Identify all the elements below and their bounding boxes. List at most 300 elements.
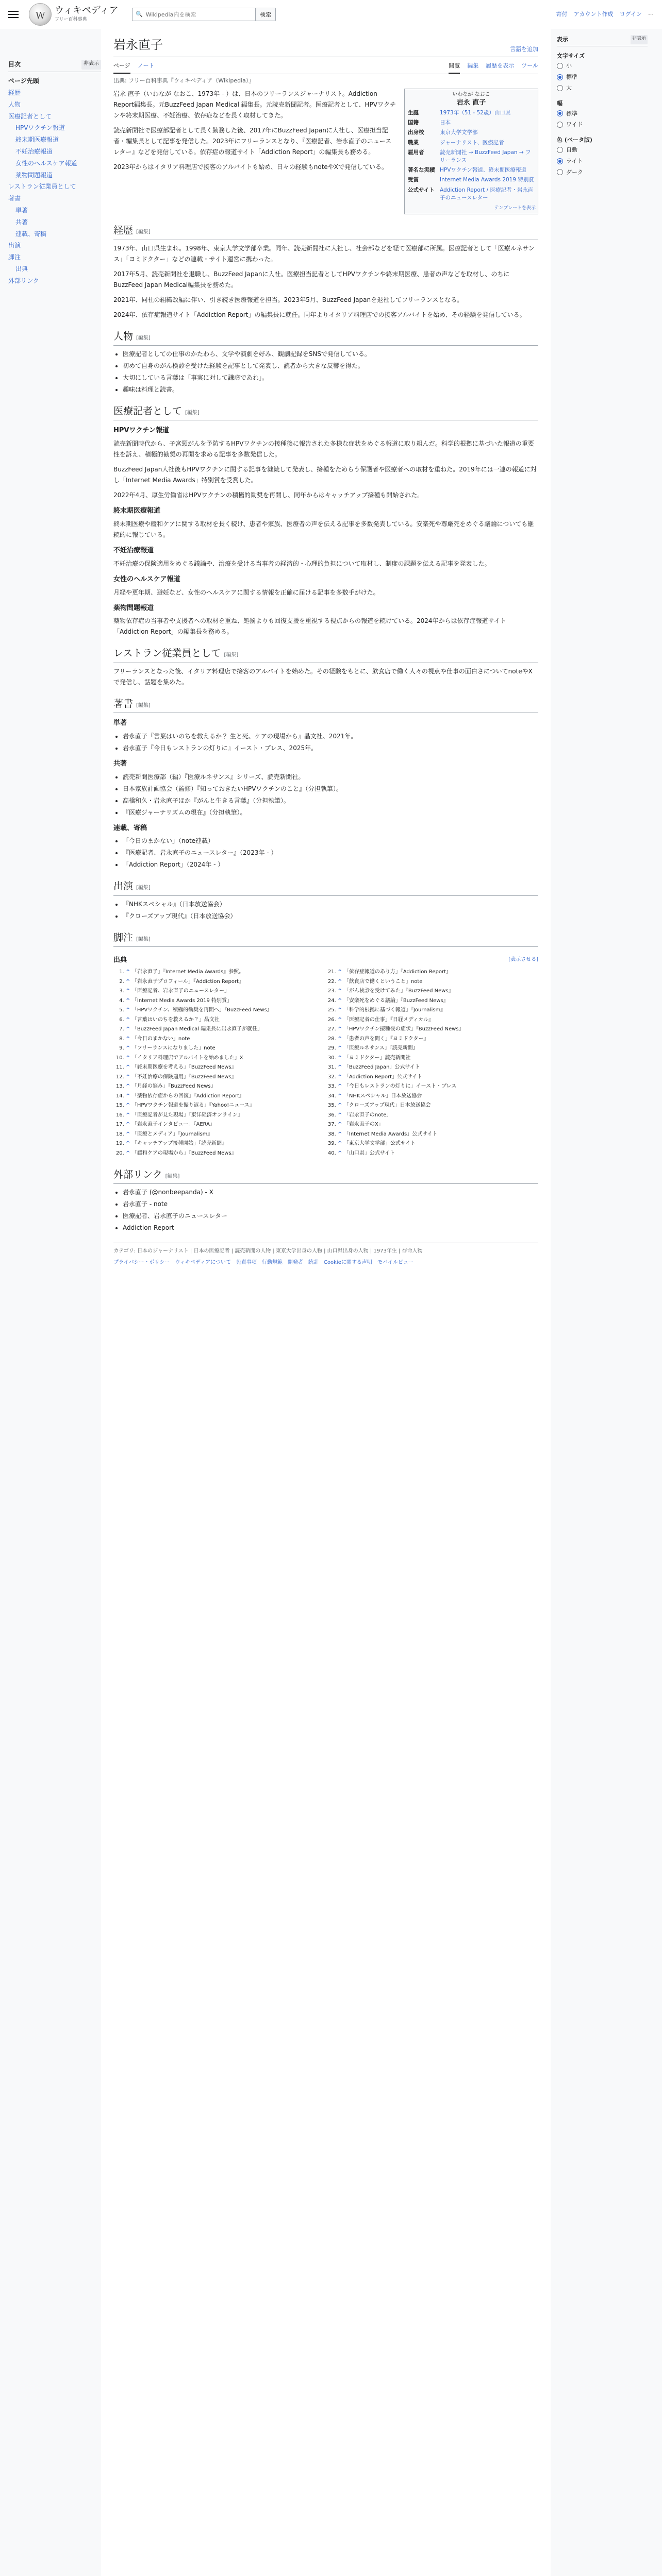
infobox-row [407,138,536,148]
page-title: 岩永直子 [113,38,163,52]
reference-item [126,1063,326,1072]
tab-edit[interactable]: 編集 [467,62,479,70]
paragraph: 1973年、山口県生まれ。1998年、東京大学文学部卒業。同年、読売新聞社に入社し、社会部などを経て医療部に所属。医療記者として「医療ルネサンス」「ヨミドクター」などの連載・サイト運営に携わった。 [113,244,535,263]
appearance-item: • 『クローズアップ現代』（日本放送協会） [123,911,538,922]
reference-text: 「BuzzFeed Japan」公式サイト [343,1064,420,1071]
toc-item[interactable]: 連載、寄稿 [15,230,47,238]
ref-backlink-icon[interactable]: ^ [126,1045,132,1052]
wikipedia-globe-icon [29,3,52,26]
reference-text: 「岩永直子プロフィール」『Addiction Report』 [131,978,244,985]
reference-text: 「医療とメディア」『Journalism』 [131,1131,213,1137]
reference-item [338,1025,538,1033]
reference-item [338,1140,538,1148]
toc-item[interactable]: 女性のヘルスケア報道 [15,159,77,167]
reference-text: 「医療ルネサンス」『読売新聞』 [343,1045,418,1052]
external-link[interactable]: • 医療記者、岩永直子のニュースレター [123,1211,538,1222]
infobox-key: 生誕 [408,109,419,116]
radio-label: ワイド [566,121,583,128]
infobox-value: 1973年（51 - 52歳）山口県 [440,109,511,116]
paragraph: 終末期医療や緩和ケアに関する取材を長く続け、患者や家族、医療者の声を伝える記事を多数発表している。安楽死や尊厳死をめぐる議論についても継続的に報じている。 [113,520,534,538]
reference-text: 「患者の声を聞く」『ヨミドクター』 [343,1036,429,1042]
ref-backlink-icon[interactable]: ^ [126,1055,132,1061]
footer-link[interactable]: 開発者 [287,1260,303,1266]
color-option[interactable] [557,144,648,156]
reference-item [126,1025,326,1033]
reference-text: 「医療記者が見た現場」『東洋経済オンライン』 [131,1112,243,1118]
reference-text: 「言葉はいのちを救えるか？」晶文社 [131,1016,220,1023]
subsection-heading-serial: 連載、寄稿 [113,824,147,832]
footer-link[interactable]: 統計 [308,1260,319,1266]
reference-item [338,1035,538,1043]
search-input[interactable] [145,11,252,19]
reference-text: 「岩永直子のX」 [343,1122,384,1128]
footer-link[interactable]: プライバシー・ポリシー [113,1260,170,1266]
subsection-heading-hpv: HPVワクチン報道 [113,427,169,435]
reference-item [126,1082,326,1091]
edit-section-link[interactable]: [編集] [185,410,200,416]
page-footer [113,1243,538,1267]
ref-backlink-icon[interactable]: ^ [338,1045,344,1052]
color-option[interactable] [557,156,648,167]
tab-article[interactable]: ページ [113,59,130,74]
reference-item [126,1054,326,1062]
ref-backlink-icon[interactable]: ^ [338,1131,344,1137]
book-item: • 岩永直子『言葉はいのちを救えるか？ 生と死、ケアの現場から』晶文社、2021年。 [123,731,538,742]
ref-backlink-icon[interactable]: ^ [126,1083,132,1090]
reference-text: 「HPVワクチン報道を振り返る」『Yahoo!ニュース』 [131,1103,255,1109]
infobox-row [407,118,536,128]
toc-item[interactable]: 外部リンク [8,277,39,284]
toc-item[interactable]: 脚注 [8,253,21,261]
ref-backlink-icon[interactable]: ^ [338,1122,344,1128]
appearance-hide-button[interactable]: 非表示 [631,35,648,44]
reference-text: 「薬物依存症からの回復」『Addiction Report』 [131,1093,244,1099]
reference-item [126,1149,326,1158]
list-item: • 初めて自身のがん検診を受けた経験を記事として発表し、読者から大きな反響を得た。 [123,361,538,371]
text-size-option[interactable] [557,82,648,94]
reference-item [126,1016,326,1024]
reference-text: 「終末期医療を考える」『BuzzFeed News』 [131,1064,237,1071]
footer-link[interactable]: 行動規範 [261,1260,283,1266]
ref-backlink-icon[interactable]: ^ [126,1112,132,1118]
reference-text: 「飲食店で働くということ」note [343,978,423,985]
external-link[interactable]: • Addiction Report [123,1223,538,1233]
reference-text: 「緩和ケアの現場から」『BuzzFeed News』 [131,1150,237,1156]
toc-sidebar [8,29,101,2576]
ref-backlink-icon[interactable]: ^ [126,1026,132,1032]
ref-backlink-icon[interactable]: ^ [126,988,132,994]
toc-item[interactable]: 医療記者として [8,112,52,120]
create-account-link[interactable]: アカウント作成 [573,11,614,18]
toc-item[interactable]: ページ先頭 [8,77,39,85]
list-item: • 大切にしている言葉は「事実に対して謙虚であれ」。 [123,372,538,383]
serial-item: • 「Addiction Report」（2024年 - ） [123,859,538,870]
article-content [101,29,551,2576]
reference-item [338,1082,538,1091]
reference-item [126,1092,326,1100]
donate-link[interactable]: 寄付 [556,11,568,18]
reference-text: 「クローズアップ現代」日本放送協会 [343,1103,431,1109]
reference-item [126,1044,326,1053]
reference-text: 「NHKスペシャル」日本放送協会 [343,1093,422,1099]
reference-text: 「がん検診を受けてみた」『BuzzFeed News』 [343,988,454,994]
reference-text: 「BuzzFeed Japan Medical 編集長に岩永直子が就任」 [131,1026,263,1032]
paragraph: 2024年、依存症報道サイト「Addiction Report」の編集長に就任。同年よりイタリア料理店での接客アルバイトを始め、その経験を発信している。 [113,311,526,318]
infobox-name: 岩永 直子 [456,99,486,107]
search-icon: 🔍 [136,11,143,18]
reference-item [126,1140,326,1148]
infobox-key: 著名な実績 [408,167,435,174]
paragraph: 2017年5月、読売新聞社を退職し、BuzzFeed Japanに入社。医療担当記者としてHPVワクチンや終末期医療、患者の声などを取材し、のちにBuzzFeed Japan Medical編集長を務めた。 [113,270,510,289]
ref-backlink-icon[interactable]: ^ [338,1083,344,1090]
ref-backlink-icon[interactable]: ^ [126,997,132,1004]
toc-item[interactable]: 出演 [8,242,21,249]
footer-link[interactable]: モバイルビュー [377,1260,413,1266]
radio-button[interactable] [557,169,563,175]
ref-backlink-icon[interactable]: ^ [126,1122,132,1128]
radio-label: 小 [566,62,572,70]
book-item: • 高橋和久・岩永直子ほか『がんと生きる言葉』（分担執筆）。 [123,795,538,806]
ref-backlink-icon[interactable]: ^ [126,1141,132,1147]
reference-text: 「岩永直子」『Internet Media Awards』参照。 [131,969,244,975]
subsection-heading-fertility: 不妊治療報道 [113,546,154,554]
book-item: • 岩永直子『今日もレストランの灯りに』イースト・プレス、2025年。 [123,743,538,754]
reference-text: 「月経の悩み」『BuzzFeed News』 [131,1083,216,1090]
search-button[interactable]: 検索 [255,8,276,21]
radio-button[interactable] [557,110,563,116]
reference-text: 「科学的根拠に基づく報道」『Journalism』 [343,1007,446,1013]
more-options-icon[interactable]: ⋯ [648,11,654,18]
reference-text: 「HPVワクチン、積極的勧奨を再開へ」『BuzzFeed News』 [131,1007,272,1013]
section-heading-external: 外部リンク [編集] [113,1167,538,1184]
reference-item [126,1073,326,1081]
section-heading-restaurant: レストラン従業員として [編集] [113,646,538,663]
paragraph: 読売新聞時代から、子宮頸がんを予防するHPVワクチンの接種後に報告された多様な症状をめぐる報道に取り組んだ。科学的根拠に基づいた報道の重要性を訴え、積極的勧奨の再開を求める記事を多数発信した。 [113,440,534,459]
appearance-item: • 『NHKスペシャル』（日本放送協会） [123,899,538,910]
footer-link[interactable]: 免責事項 [236,1260,257,1266]
reference-text: 「今日もレストランの灯りに」イースト・プレス [343,1083,457,1090]
reference-item [126,978,326,986]
infobox-value: Internet Media Awards 2019 特別賞 [440,177,534,183]
section-heading-career: 経歴 [編集] [113,223,538,240]
toc-item[interactable]: 出典 [15,265,28,273]
lead-paragraph: 岩永 直子（いわなが なおこ、1973年 - ）は、日本のフリーランスジャーナリスト。Addiction Report編集長。元BuzzFeed Japan Medical 編集長。元読売新聞記者。医療記者として、HPVワクチンや終末期医療、不妊治療、依存症などを長く取材してきた。 [113,90,396,119]
radio-button[interactable] [557,158,563,164]
site-header [0,0,662,29]
toc-item[interactable]: 経歴 [8,89,21,96]
infobox [404,89,538,215]
section-heading-notes: 脚注 [編集] [113,930,538,947]
ref-backlink-icon[interactable]: ^ [338,988,344,994]
ref-backlink-icon[interactable]: ^ [126,1064,132,1071]
reference-text: 「Internet Media Awards 2019 特別賞」 [131,997,233,1004]
toc-item[interactable]: 終末期医療報道 [15,136,59,144]
edit-section-link[interactable]: [編集] [136,702,151,708]
reference-item [338,978,538,986]
radio-button[interactable] [557,147,563,153]
ref-backlink-icon[interactable]: ^ [338,1026,344,1032]
radio-label: 標準 [566,73,577,80]
infobox-value: Addiction Report / 医療記者・岩永直子のニュースレター [440,187,534,201]
toc-item[interactable]: 著書 [8,195,21,202]
subsection-heading-women: 女性のヘルスケア報道 [113,575,180,583]
reference-item [126,997,326,1005]
radio-label: 自動 [566,146,577,154]
reference-item [126,1101,326,1110]
reference-item [338,1016,538,1024]
infobox-key: 出身校 [408,129,424,136]
infobox-row [407,185,536,203]
reference-text: 「不妊治療の保険適用」『BuzzFeed News』 [131,1074,237,1080]
subsection-heading-drugs: 薬物問題報道 [113,604,154,612]
infobox-row [407,108,536,118]
main-menu-icon[interactable] [8,11,19,18]
ref-backlink-icon[interactable]: ^ [126,969,132,975]
page-tabs [113,59,538,74]
toc-item[interactable]: レストラン従業員として [8,183,76,191]
ref-backlink-icon[interactable]: ^ [338,1103,344,1109]
reference-text: 「キャッチアップ接種開始」『読売新聞』 [131,1141,227,1147]
ref-backlink-icon[interactable]: ^ [338,1074,344,1080]
ref-backlink-icon[interactable]: ^ [338,1112,344,1118]
infobox-value: 読売新聞社 → BuzzFeed Japan → フリーランス [440,149,531,164]
toc-hide-button[interactable]: 非表示 [81,60,101,70]
color-option[interactable] [557,167,648,178]
ref-backlink-icon[interactable]: ^ [338,1055,344,1061]
section-heading-medical: 医療記者として [編集] [113,403,538,420]
ref-backlink-icon[interactable]: ^ [338,997,344,1004]
color-title: 色 (ベータ版) [557,136,592,143]
infobox-template-link[interactable]: テンプレートを表示 [494,206,536,211]
paragraph: BuzzFeed Japan入社後もHPVワクチンに関する記事を継続して発表し、接種をためらう保護者や医療者への取材を重ねた。2019年には一連の報道に対し「Internet Media Awards」特別賞を受賞した。 [113,466,537,484]
radio-button[interactable] [557,74,563,80]
reference-text: 「東京大学文学部」公式サイト [343,1141,416,1147]
appearance-panel [551,29,654,2576]
reference-text: 「ヨミドクター」読売新聞社 [343,1055,411,1061]
ref-backlink-icon[interactable]: ^ [126,1007,132,1013]
reference-text: 「依存症報道のあり方」『Addiction Report』 [343,969,451,975]
category-links[interactable]: カテゴリ: 日本のジャーナリスト | 日本の医療記者 | 読売新聞の人物 | 東京大学出身の人物 | 山口県出身の人物 | 1973年生 | 存命人物 [113,1248,423,1255]
infobox-row [407,128,536,138]
radio-button[interactable] [557,122,563,128]
paragraph: 月経や更年期、避妊など、女性のヘルスケアに関する情報を正確に届ける記事を多数手がけた。 [113,588,379,596]
list-item: • 趣味は料理と読書。 [123,384,538,395]
ref-backlink-icon[interactable]: ^ [338,1016,344,1023]
ref-backlink-icon[interactable]: ^ [338,1150,344,1156]
login-link[interactable]: ログイン [619,11,642,18]
reference-item [338,1130,538,1139]
reference-text: 「フリーランスになりました」note [131,1045,216,1052]
ref-backlink-icon[interactable]: ^ [126,1074,132,1080]
book-item: • 読売新聞医療部（編）『医療ルネサンス』シリーズ、読売新聞社。 [123,772,538,783]
search-box [132,8,256,21]
reference-item [126,1121,326,1129]
reference-item [338,1111,538,1120]
section-heading-appearances: 出演 [編集] [113,878,538,895]
toc-item[interactable]: 薬物問題報道 [15,171,53,179]
edit-section-link[interactable]: [編集] [165,1174,180,1180]
edit-section-link[interactable]: [編集] [136,335,151,341]
radio-label: ダーク [566,168,583,176]
reference-item [126,1130,326,1139]
paragraph: フリーランスとなった後、イタリア料理店で接客のアルバイトを始めた。その経験をもとに、飲食店で働く人々の視点や仕事の面白さについてnoteやXで発信し、話題を集めた。 [113,667,533,686]
lead-paragraph: 2023年からはイタリア料理店で接客のアルバイトも始め、日々の経験もnoteやXで発信している。 [113,163,388,171]
radio-button[interactable] [557,85,563,91]
footer-link[interactable]: ウィキペディアについて [175,1260,231,1266]
infobox-key: 国籍 [408,120,419,126]
infobox-key: 職業 [408,139,419,146]
ref-backlink-icon[interactable]: ^ [126,1131,132,1137]
site-tagline: フリー百科事典 [55,16,87,22]
infobox-key: 受賞 [408,177,419,183]
refs-toggle-button[interactable]: [表示させる] [508,957,538,963]
ref-backlink-icon[interactable]: ^ [126,1150,132,1156]
tab-read[interactable]: 閲覧 [449,59,460,74]
radio-label: 標準 [566,110,577,117]
edit-section-link[interactable]: [編集] [136,229,151,235]
infobox-value: 日本 [440,120,451,126]
width-title: 幅 [557,99,562,107]
infobox-value: 東京大学文学部 [440,129,478,136]
toc-item[interactable]: 単著 [15,206,28,214]
paragraph: 2022年4月、厚生労働省はHPVワクチンの積極的勧奨を再開し、同年からはキャッチアップ接種も開始された。 [113,492,424,499]
user-links [556,10,654,19]
reference-item [338,997,538,1005]
reference-item [338,1054,538,1062]
footer-link[interactable]: Cookieに関する声明 [323,1260,372,1266]
toc-item[interactable]: 共著 [15,218,28,226]
lead-section [113,89,397,215]
reference-item [338,1006,538,1014]
ref-backlink-icon[interactable]: ^ [338,969,344,975]
search-form [132,8,276,21]
ref-backlink-icon[interactable]: ^ [126,1036,132,1042]
text-size-option[interactable] [557,72,648,83]
reference-text: 「Internet Media Awards」公式サイト [343,1131,438,1137]
ref-backlink-icon[interactable]: ^ [338,1036,344,1042]
ref-backlink-icon[interactable]: ^ [126,1016,132,1023]
reference-item [338,987,538,995]
reference-item [338,1101,538,1110]
reference-item [126,987,326,995]
text-size-title: 文字サイズ [557,52,585,59]
tab-talk[interactable]: ノート [137,62,155,70]
reference-item [126,1006,326,1014]
reference-text: 「岩永直子インタビュー」『AERA』 [131,1122,216,1128]
list-item: • 医療記者としての仕事のかたわら、文学や演劇を好み、観劇記録をSNSで発信している。 [123,349,538,360]
reference-item [126,1035,326,1043]
paragraph: 2021年、同社の組織改編に伴い、引き続き医療報道を担当。2023年5月、BuzzFeed Japanを退社してフリーランスとなる。 [113,296,464,303]
reference-item [338,1149,538,1158]
tab-history[interactable]: 履歴を表示 [486,62,515,70]
infobox-value: HPVワクチン報道、終末期医療報道 [440,167,526,174]
ref-backlink-icon[interactable]: ^ [338,1141,344,1147]
infobox-key: 公式サイト [408,187,435,193]
radio-label: 大 [566,84,572,92]
reference-item [338,968,538,976]
site-title: ウィキペディア [55,5,119,16]
reference-item [126,1111,326,1120]
toc-item[interactable]: 不妊治療報道 [15,147,53,155]
reference-text: 「Addiction Report」公式サイト [343,1074,423,1080]
edit-section-link[interactable]: [編集] [136,936,151,942]
infobox-row [407,148,536,165]
ref-backlink-icon[interactable]: ^ [338,1093,344,1099]
text-size-option[interactable] [557,60,648,72]
subsection-heading-eol: 終末期医療報道 [113,507,161,515]
edit-section-link[interactable]: [編集] [136,885,151,891]
ref-backlink-icon[interactable]: ^ [126,1103,132,1109]
infobox-value: ジャーナリスト、医療記者 [440,139,504,146]
infobox-kana: いわなが なおこ [452,91,490,97]
add-language-button[interactable]: 言語を追加 [510,45,538,53]
radio-label: ライト [566,157,583,164]
paragraph: 不妊治療の保険適用をめぐる議論や、治療を受ける当事者の経済的・心理的負担について取材し、制度の課題を伝える記事を発表した。 [113,560,491,567]
toc-title: 目次 [8,61,21,68]
reference-item [338,1092,538,1100]
reference-item [338,1044,538,1053]
reference-text: 「HPVワクチン接種後の症状」『BuzzFeed News』 [343,1026,464,1032]
ref-backlink-icon[interactable]: ^ [338,1007,344,1013]
toc-item[interactable]: HPVワクチン報道 [15,124,65,132]
reference-item [338,1073,538,1081]
site-logo[interactable] [29,3,122,26]
external-link[interactable]: • 岩永直子 - note [123,1199,538,1210]
source-note: 出典: フリー百科事典『ウィキペディア（Wikipedia）』 [113,77,255,84]
section-heading-books: 著書 [編集] [113,696,538,713]
edit-section-link[interactable]: [編集] [224,652,239,658]
toc-item[interactable]: 人物 [8,100,21,108]
subsection-heading-sources: 出典 [113,956,127,964]
reference-text: 「イタリア料理店でアルバイトを始めました」X [131,1055,243,1061]
reference-text: 「今日のまかない」note [131,1036,190,1042]
infobox-row [407,175,536,185]
book-item: • 日本家族計画協会（監修）『知っておきたいHPVワクチンのこと』（分担執筆）。 [123,784,538,794]
infobox-key: 雇用者 [408,149,424,156]
infobox-row [407,165,536,175]
reference-text: 「山口県」公式サイト [343,1150,395,1156]
toc-list [8,75,101,286]
ref-backlink-icon[interactable]: ^ [338,978,344,985]
reference-item [338,1121,538,1129]
external-link[interactable]: • 岩永直子 (@nonbeepanda) - X [123,1187,538,1198]
book-item: • 『医療ジャーナリズムの現在』（分担執筆）。 [123,807,538,818]
ref-backlink-icon[interactable]: ^ [126,978,132,985]
ref-backlink-icon[interactable]: ^ [338,1064,344,1071]
lead-paragraph: 読売新聞社で医療部記者として長く勤務した後、2017年にBuzzFeed Japanに入社し、医療担当記者・編集長として記事を発信した。2023年にフリーランスとなり、『医療記者、岩永直子のニュースレター』などを発信している。依存症の報道サイト「Addiction Report」の編集長も務める。 [113,126,392,156]
radio-button[interactable] [557,63,563,69]
person-list [113,349,538,395]
reference-item [338,1063,538,1072]
serial-item: • 「今日のまかない」（note連載） [123,836,538,846]
width-option[interactable] [557,119,648,130]
reference-item [126,968,326,976]
serial-item: • 『医療記者、岩永直子のニュースレター』（2023年 - ） [123,848,538,858]
width-option[interactable] [557,108,648,120]
reference-text: 「安楽死をめぐる議論」『BuzzFeed News』 [343,997,449,1004]
ref-backlink-icon[interactable]: ^ [126,1093,132,1099]
reference-text: 「医療記者、岩永直子のニュースレター」 [131,988,229,994]
appearance-title: 表示 [557,36,568,43]
subsection-heading-single: 単著 [113,719,127,727]
references-list [113,968,538,1159]
section-heading-person: 人物 [編集] [113,329,538,346]
reference-text: 「岩永直子のnote」 [343,1112,392,1118]
subsection-heading-joint: 共著 [113,759,127,768]
paragraph: 薬物依存症の当事者や支援者への取材を重ね、処罰よりも回復支援を重視する視点からの報道を続けている。2024年からは依存症報道サイト「Addiction Report」の編集長を務める。 [113,617,506,636]
tab-tools[interactable]: ツール [521,62,538,70]
reference-text: 「医療記者の仕事」『日経メディカル』 [343,1016,434,1023]
